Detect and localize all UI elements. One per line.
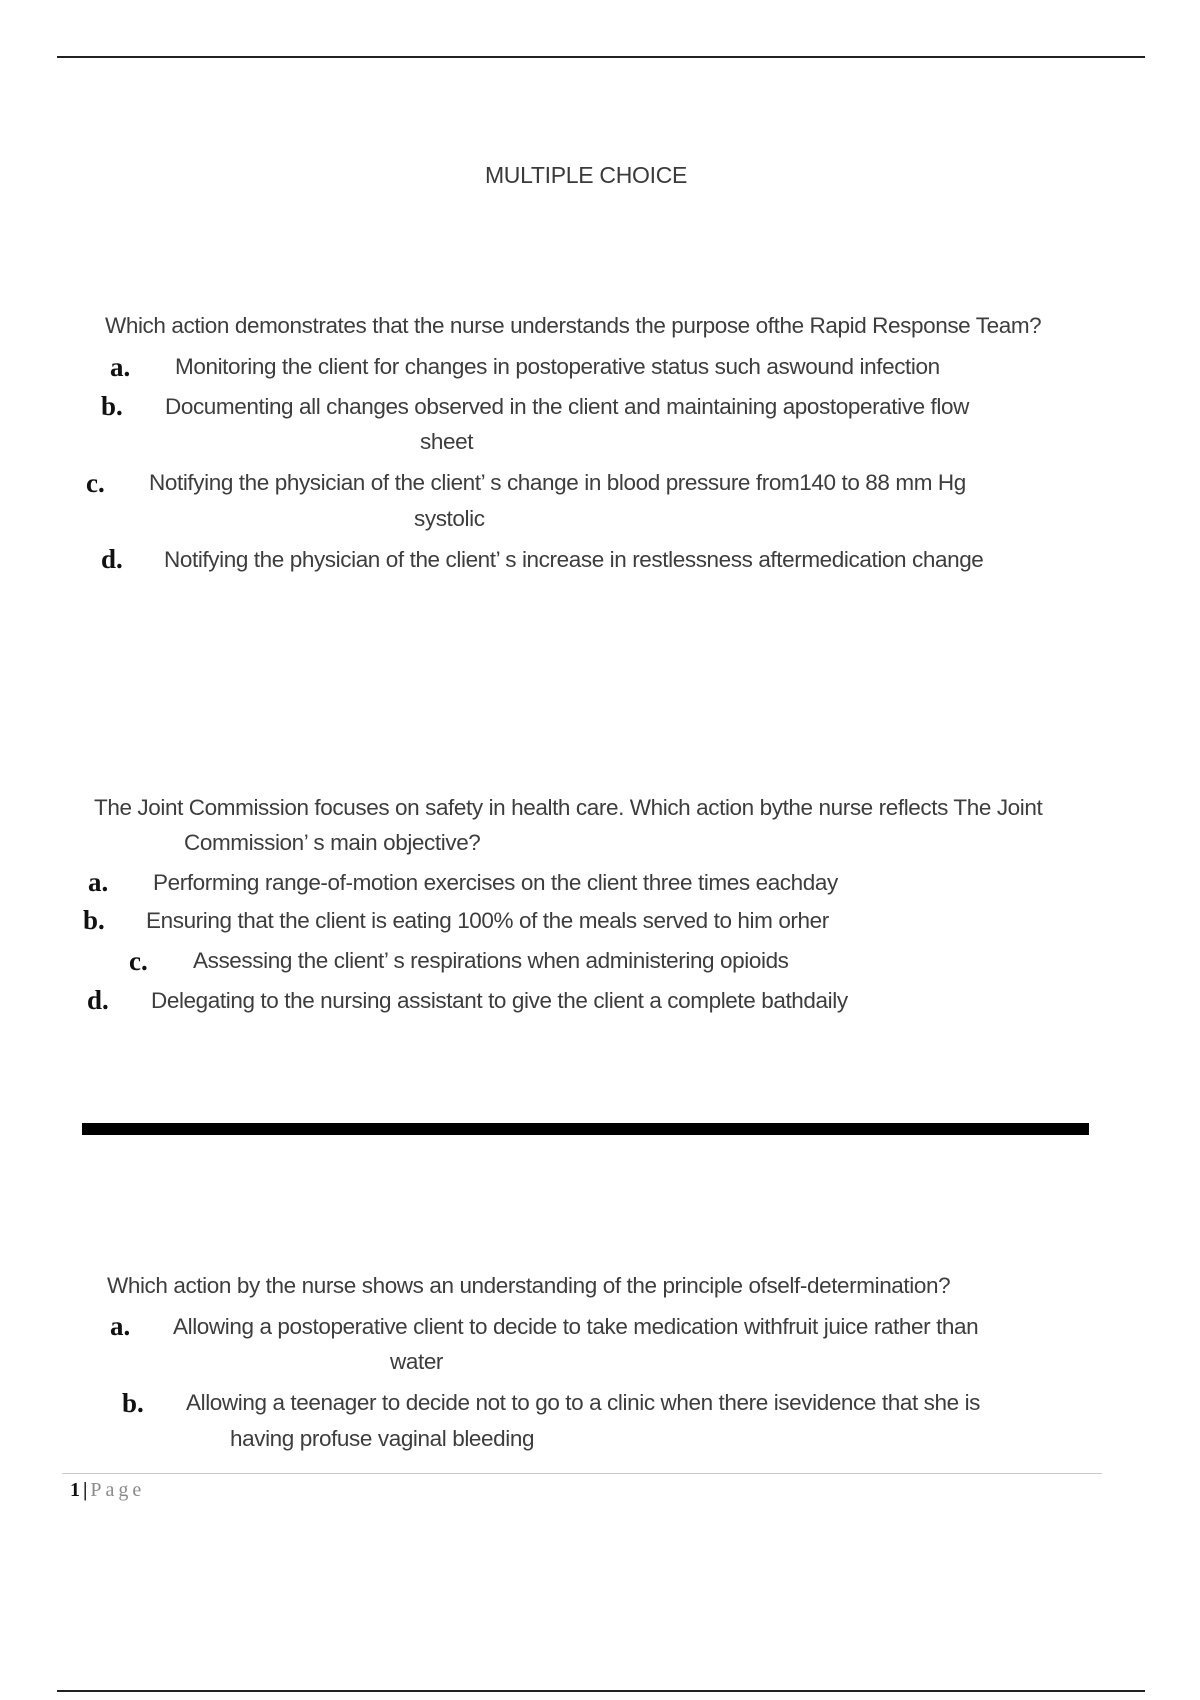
question-1-stem: Which action demonstrates that the nurse understands the purpose ofthe Rapid Response Team? xyxy=(105,313,1042,338)
question-3-option-b-label: b. xyxy=(122,1388,144,1418)
section-divider-bar xyxy=(82,1123,1089,1135)
question-3-stem: Which action by the nurse shows an understanding of the principle ofself-determination? xyxy=(107,1273,951,1298)
question-1-option-c-continuation: systolic xyxy=(414,506,485,531)
footer-rule xyxy=(62,1473,1102,1474)
question-1-option-b-continuation: sheet xyxy=(420,429,474,454)
question-2-option-a-label: a. xyxy=(88,867,109,897)
question-2-option-c: Assessing the client’ s respirations when administering opioids xyxy=(193,948,789,973)
question-2-option-a: Performing range-of-motion exercises on the client three times eachday xyxy=(153,870,838,895)
page-heading: MULTIPLE CHOICE xyxy=(484,162,688,188)
question-1-option-d-label: d. xyxy=(101,544,123,574)
question-3-option-a-label: a. xyxy=(110,1311,131,1341)
question-2-option-c-label: c. xyxy=(129,946,148,976)
top-rule xyxy=(57,56,1145,58)
question-3-option-b-continuation: having profuse vaginal bleeding xyxy=(230,1426,535,1451)
question-3-option-a-continuation: water xyxy=(390,1349,444,1374)
question-2-stem-continuation: Commission’ s main objective? xyxy=(184,830,481,855)
bottom-rule xyxy=(57,1690,1145,1692)
question-3-option-b: Allowing a teenager to decide not to go to a clinic when there isevidence that she is xyxy=(186,1390,981,1415)
question-1-option-c: Notifying the physician of the client’ s change in blood pressure from140 to 88 mm Hg xyxy=(149,470,966,495)
page-footer xyxy=(70,1478,145,1502)
question-2-option-d: Delegating to the nursing assistant to give the client a complete bathdaily xyxy=(151,988,848,1013)
question-3-option-a: Allowing a postoperative client to decide to take medication withfruit juice rather than xyxy=(173,1314,979,1339)
question-2-option-b-label: b. xyxy=(83,905,105,935)
question-1-option-b: Documenting all changes observed in the client and maintaining apostoperative flow xyxy=(165,394,969,419)
page-separator: | xyxy=(83,1479,88,1501)
question-2-option-b: Ensuring that the client is eating 100% of the meals served to him orher xyxy=(146,908,829,933)
question-1-option-c-label: c. xyxy=(86,468,105,498)
page-number: 1 xyxy=(70,1479,80,1501)
question-2-stem: The Joint Commission focuses on safety in health care. Which action bythe nurse reflects The Joint xyxy=(94,795,1043,820)
question-1-option-a: Monitoring the client for changes in postoperative status such aswound infection xyxy=(175,354,940,379)
question-2-option-d-label: d. xyxy=(87,985,109,1015)
page-label: Page xyxy=(90,1479,146,1501)
question-1-option-a-label: a. xyxy=(110,352,131,382)
question-1-option-b-label: b. xyxy=(101,391,123,421)
question-1-option-d: Notifying the physician of the client’ s increase in restlessness aftermedication change xyxy=(164,547,984,572)
